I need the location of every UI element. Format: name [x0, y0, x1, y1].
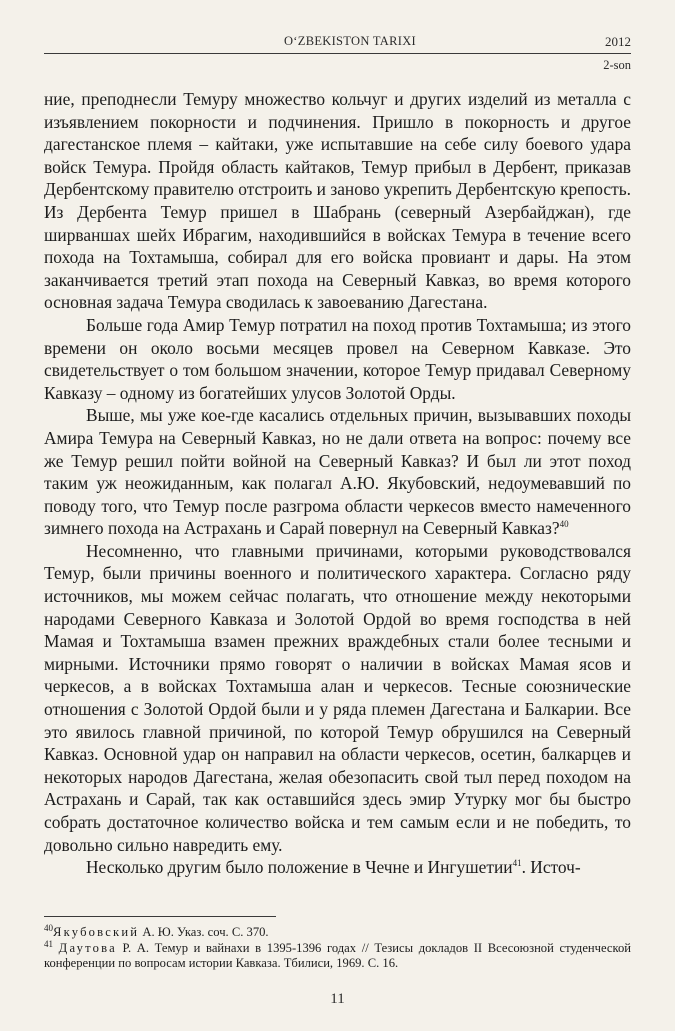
paragraph: [44, 404, 631, 540]
paragraph-text: Несколько другим было положение в Чечне и Ингушетии: [86, 857, 513, 878]
footnote-number: 40: [44, 922, 53, 933]
journal-year: 2012: [605, 34, 631, 49]
footnote: [44, 922, 631, 941]
page-number: 11: [330, 991, 345, 1007]
paragraph: ние, преподнесли Темуру множество кольчуг и других изделий из металла с изъявлением покорности и подчинения. Пришло в покорность и другое дагестанское племя – кайтаки, уже испытавшие на себе силу боевого удара войск Темура. Пройдя область кайтаков, Темур прибыл в Дербент, приказав Дербентскому правителю отстроить и заново укрепить Дербентскую крепость. Из Дербента Темур пришел в Шабрань (северный Азербайджан), где ширваншах шейх Ибрагим, находившийся в войсках Темура в течение всего похода на Тохтамыша, собирал для его войска провиант и дары. На этом заканчивается третий этап похода на Северный Кавказ, во время которого основная задача Темура сводилась к завоеванию Дагестана.: [44, 89, 631, 313]
paragraph: Несомненно, что главными причинами, которыми руководствовался Темур, были причины военного и политического характера. Согласно ряду источников, мы можем сейчас полагать, что отношение между некоторыми народами Северного Кавказа и Золотой Ордой во время господства в ней Мамая и Тохтамыша взамен прежних враждебных стали более тесными и мирными. Источники прямо говорят о наличии в войсках Мамая ясов и черкесов, а в войсках Тохтамыша алан и черкесов. Тесные союзнические отношения с Золотой Ордой были и у ряда племен Дагестана и Балкарии. Все это явилось главной причиной, по которой Темур обрушился на Северный Кавказ. Основной удар он направил на области черкесов, осетин, балкарцев и некоторых народов Дагестана, желая обезопасить свой тыл перед походом на Астрахань и Сарай, так как оставшийся здесь эмир Утурку мог бы быстро собрать достаточное количество войска и тем самым если и не победить, то довольно сильно навредить ему.: [44, 540, 631, 855]
footnote-author: Якубовский: [53, 925, 140, 939]
footnote-text: А. Ю. Указ. соч. С. 370.: [139, 925, 269, 939]
header-rule: [44, 53, 631, 54]
paragraph-text: Выше, мы уже кое-где касались отдельных причин, вызывавших походы Амира Темура на Северный Кавказ, но не дали ответа на вопрос: почему все же Темур решил пойти войной на Северный Кавказ? И был ли этот поход таким уж неожиданным, как полагал А.Ю. Якубовский, недоумевавший по поводу того, что Темур после разгрома области черкесов вместо намеченного зимнего похода на Астрахань и Сарай повернул на Северный Кавказ?: [44, 405, 631, 539]
footnote-author: Даутова: [58, 940, 117, 955]
footnote-ref: 40: [559, 519, 569, 530]
journal-issue: 2-son: [603, 58, 631, 72]
footnotes: [44, 922, 631, 972]
paragraph: [44, 856, 631, 879]
footnote-rule: [44, 916, 276, 917]
footnote: [44, 938, 631, 972]
footnote-ref: 41: [512, 858, 522, 869]
paragraph: Больше года Амир Темур потратил на поход против Тохтамыша; из этого времени он около восьми месяцев провел на Северном Кавказе. Это свидетельствует о том большом значении, которое Темур придавал Северному Кавказу – одному из богатейших улусов Золотой Орды.: [44, 314, 631, 403]
journal-title: O‘ZBEKISTON TARIXI: [283, 34, 417, 48]
body-text: [44, 88, 631, 879]
footnote-text: Р. А. Темур и вайнахи в 1395-1396 годах // Тезисы докладов II Всесоюзной студенческой конференции по вопросам истории Кавказа. Тбилиси, 1969. С. 16.: [44, 940, 631, 970]
paragraph-tail: . Источ-: [521, 857, 581, 878]
footnote-number: 41: [44, 938, 53, 949]
